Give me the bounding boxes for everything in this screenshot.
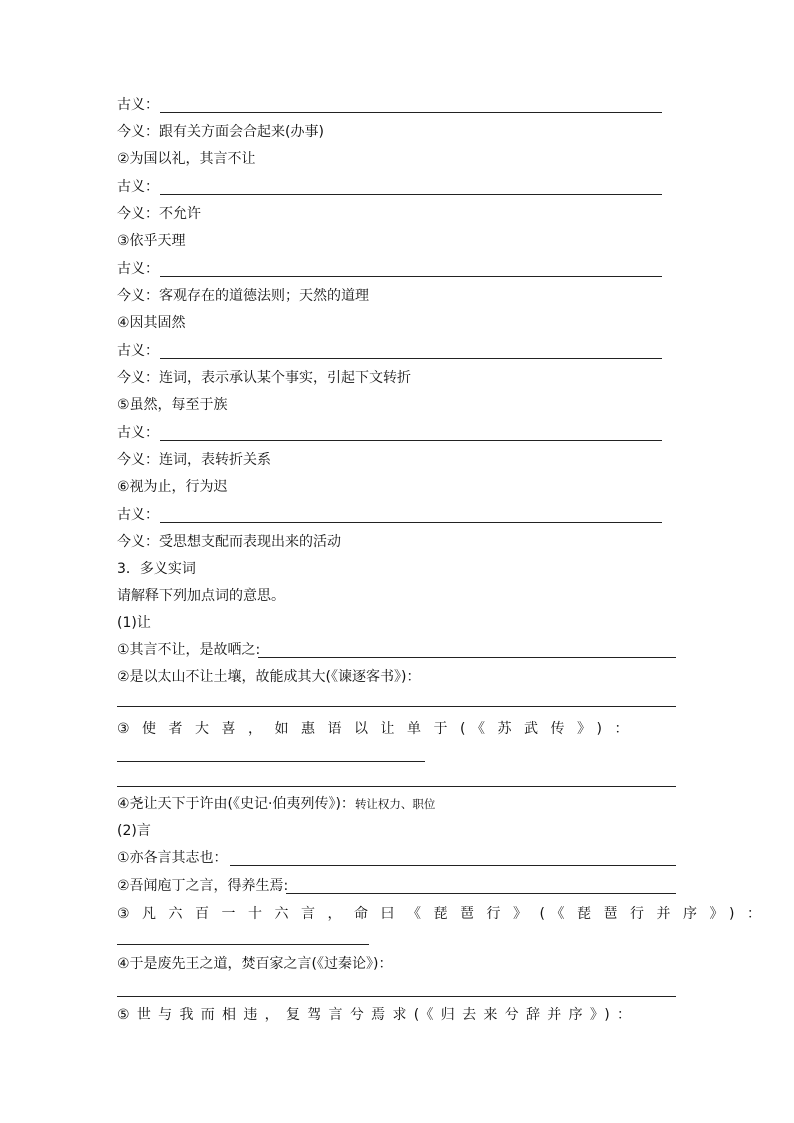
gu-yi-label-5: 古义： [117,425,159,441]
item-heading-2: ②为国以礼，其言不让 [117,151,256,167]
rang-item-4-text: ④尧让天下于许由(《史记·伯夷列传》)： [117,796,355,812]
yan-item-3: ③凡六百一十六言，命曰《琵琶行》(《琵琶行并序》)： [117,906,774,922]
gu-yi-label-2: 古义： [117,179,159,195]
item-heading-5: ⑤虽然，每至于族 [117,397,228,413]
rang-item-4 [117,795,435,813]
yan-item-4: ④于是废先王之道，焚百家之言(《过秦论》)： [117,956,393,972]
jin-yi-2: 今义：不允许 [117,206,201,222]
rang-item-1: ①其言不让，是故哂之: [117,642,261,658]
answer-line[interactable] [160,440,662,441]
answer-line[interactable] [160,358,662,359]
jin-yi-3: 今义：客观存在的道德法则；天然的道理 [117,288,369,304]
item-heading-4: ④因其固然 [117,315,186,331]
rang-item-2: ②是以太山不让土壤，故能成其大(《谏逐客书》)： [117,669,421,685]
jin-yi-4: 今义：连词，表示承认某个事实，引起下文转折 [117,370,411,386]
yan-item-5: ⑤世与我而相违，复驾言兮焉求(《归去来兮辞并序》)： [117,1007,639,1023]
gu-yi-label-4: 古义： [117,343,159,359]
gu-yi-label-3: 古义： [117,261,159,277]
answer-line[interactable] [160,112,662,113]
handwritten-answer: 转让权力、职位 [354,797,436,811]
answer-line[interactable] [160,522,662,523]
jin-yi-5: 今义：连词，表转折关系 [117,452,271,468]
item-heading-3: ③依乎天理 [117,233,186,249]
answer-line[interactable] [160,194,662,195]
subsection-label-yan: (2)言 [117,823,151,839]
answer-line[interactable] [230,865,676,866]
answer-line[interactable] [258,657,676,658]
yan-item-2: ②吾闻庖丁之言，得养生焉: [117,878,289,894]
subsection-label-rang: (1)让 [117,615,151,631]
jin-yi-6: 今义：受思想支配而表现出来的活动 [117,534,341,550]
answer-line[interactable] [117,786,676,787]
gu-yi-label-6: 古义： [117,507,159,523]
gu-yi-label-1: 古义： [117,97,159,113]
answer-line[interactable] [117,761,425,762]
yan-item-1: ①亦各言其志也： [117,850,228,866]
answer-line[interactable] [286,893,676,894]
answer-line[interactable] [160,276,662,277]
answer-line[interactable] [117,944,369,945]
jin-yi-1: 今义：跟有关方面会合起来(办事) [117,124,324,140]
answer-line[interactable] [117,996,676,997]
item-heading-6: ⑥视为止，行为迟 [117,479,228,495]
answer-line[interactable] [117,706,676,707]
rang-item-3: ③使者大喜，如惠语以让单于(《苏武传》)： [117,721,641,737]
part-title: 3．多义实词 [117,561,196,577]
instruction: 请解释下列加点词的意思。 [117,588,285,604]
